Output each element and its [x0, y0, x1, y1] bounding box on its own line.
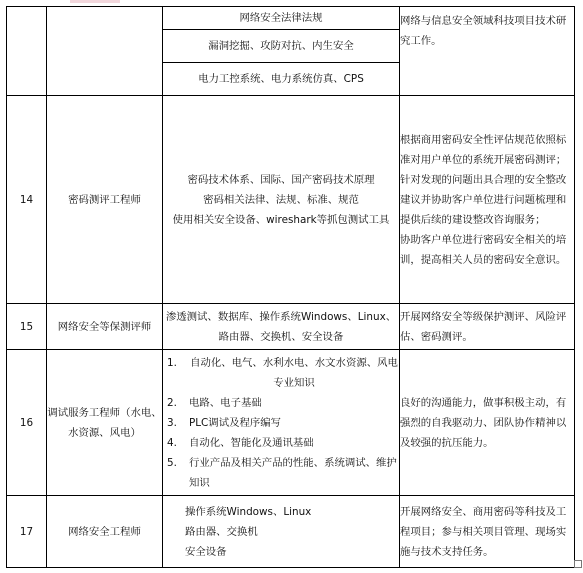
requirement-line: 路由器、交换机: [185, 525, 258, 538]
table-row: [7, 304, 575, 350]
requirements-cell: 渗透测试、数据库、操作系统Windows、Linux、路由器、交换机、安全设备: [163, 304, 400, 350]
requirements-list: [163, 353, 399, 493]
list-item: 3. PLC调试及程序编写: [167, 416, 282, 429]
duty-line: 协助客户单位进行密码安全相关的培训，提高相关人员的密码安全意识。: [400, 233, 567, 266]
job-title: 网络安全工程师: [47, 496, 163, 568]
paragraph-end-mark: [574, 560, 582, 568]
job-title: 网络安全等保测评师: [47, 304, 163, 350]
requirement-line: 密码相关法律、法规、标准、规范: [203, 193, 359, 206]
requirements-cell: [163, 96, 400, 304]
list-item: 4. 自动化、智能化及通讯基础: [167, 436, 314, 449]
duty-cell: 开展网络安全、商用密码等科技及工程项目；参与相关项目管理、现场实施与技术支持任务。: [400, 496, 575, 568]
table-row: [7, 7, 575, 96]
list-item: 5. 行业产品及相关产品的性能、系统调试、维护知识: [167, 456, 397, 489]
job-title: [47, 7, 163, 96]
list-item: 1. 自动化、电气、水利水电、水文水资源、风电专业知识: [167, 356, 398, 389]
job-requirements-table: [6, 6, 575, 568]
requirement-line: 安全设备: [185, 545, 227, 558]
table-row: [7, 96, 575, 304]
requirement-line: 使用相关安全设备、wireshark等抓包测试工具: [172, 213, 390, 226]
duty-cell: 网络与信息安全领域科技项目技术研究工作。: [400, 7, 575, 96]
duty-cell: 开展网络安全等级保护测评、风险评估、密码测评。: [400, 304, 575, 350]
requirements-cell: [163, 496, 400, 568]
duty-cell: 良好的沟通能力，做事积极主动，有强烈的自我驱动力、团队协作精神以及较强的抗压能力。: [400, 350, 575, 496]
requirement-line: 漏洞挖掘、攻防对抗、内生安全: [163, 29, 399, 62]
row-number: [7, 7, 47, 96]
requirement-line: 密码技术体系、国际、国产密码技术原理: [187, 173, 375, 186]
row-number: 16: [7, 350, 47, 496]
requirement-line: 操作系统Windows、Linux: [185, 505, 312, 518]
row-number: 14: [7, 96, 47, 304]
table-row: [7, 496, 575, 568]
duty-line: 根据商用密码安全性评估规范依照标准对用户单位的系统开展密码测评；: [400, 133, 567, 166]
duty-line: 针对发现的问题出具合理的安全整改建议并协助客户单位进行问题梳理和提供后续的建设整改咨询服务；: [400, 173, 567, 226]
duty-cell: [400, 96, 575, 304]
list-item: 2. 电路、电子基础: [167, 396, 262, 409]
requirement-line: 网络安全法律法规: [239, 12, 323, 24]
job-title: 调试服务工程师（水电、水资源、风电）: [47, 350, 163, 496]
table-row: [7, 350, 575, 496]
row-number: 15: [7, 304, 47, 350]
requirements-cell: [163, 350, 400, 496]
header-remnant: [70, 0, 120, 3]
requirements-cell: [163, 7, 400, 96]
job-title: 密码测评工程师: [47, 96, 163, 304]
requirement-line: 电力工控系统、电力系统仿真、CPS: [163, 62, 399, 95]
row-number: 17: [7, 496, 47, 568]
